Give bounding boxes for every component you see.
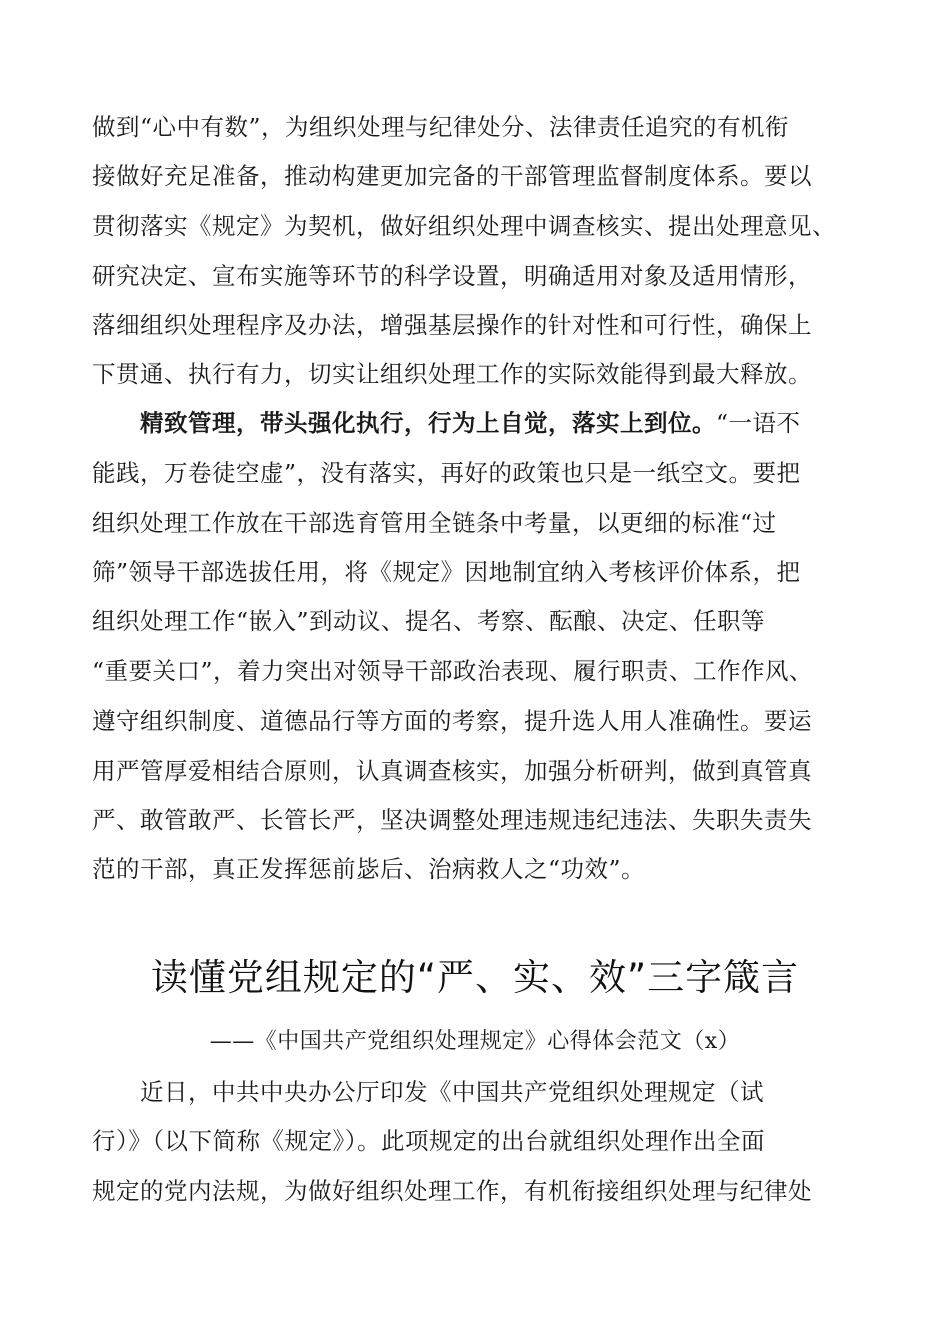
paragraph2-line: 组织处理工作放在干部选育管用全链条中考量，以更细的标准“过 [92, 509, 777, 537]
paragraph3-line: 近日，中共中央办公厅印发《中国共产党组织处理规定（试 [140, 1078, 764, 1106]
paragraph2-line: 用严管厚爱相结合原则，认真调查核实，加强分析研判，做到真管真 [92, 757, 812, 785]
paragraph1-line: 贯彻落实《规定》为契机，做好组织处理中调查核实、提出处理意见、 [92, 212, 836, 240]
paragraph3-line: 行）》（以下简称《规定》）。此项规定的出台就组织处理作出全面 [92, 1127, 765, 1155]
paragraph1-line: 研究决定、宣布实施等环节的科学设置，明确适用对象及适用情形， [92, 262, 812, 290]
article-subtitle: ——《中国共产党组织处理规定》心得体会范文（x） [209, 1029, 741, 1054]
paragraph2-line: 严、敢管敢严、长管长严，坚决调整处理违规违纪违法、失职失责失 [92, 806, 812, 834]
paragraph3-line: 规定的党内法规，为做好组织处理工作，有机衔接组织处理与纪律处 [92, 1177, 812, 1205]
paragraph2-line: “重要关口”，着力突出对领导干部政治表现、履行职责、工作作风、 [92, 657, 814, 685]
article-title: 读懂党组规定的“严、实、效”三字箴言 [150, 956, 800, 999]
paragraph2-line: 遵守组织制度、道德品行等方面的考察，提升选人用人准确性。要运 [92, 707, 812, 735]
paragraph2-first-line-rest: “一语不 [716, 409, 801, 437]
paragraph2-line: 范的干部，真正发挥惩前毖后、治病救人之“功效”。 [92, 855, 646, 883]
paragraph2-line: 筛”领导干部选拔任用，将《规定》因地制宜纳入考核评价体系，把 [92, 558, 801, 586]
paragraph2-line: 能践，万卷徒空虚”，没有落实，再好的政策也只是一纸空文。要把 [92, 459, 801, 487]
paragraph2-first-line [140, 408, 930, 438]
paragraph1-line: 做到“心中有数”，为组织处理与纪律处分、法律责任追究的有机衔 [92, 113, 790, 141]
paragraph1-line: 下贯通、执行有力，切实让组织处理工作的实际效能得到最大释放。 [92, 360, 812, 388]
paragraph2-line: 组织处理工作“嵌入”到动议、提名、考察、酝酿、决定、任职等 [92, 607, 766, 635]
paragraph1-line: 落细组织处理程序及办法，增强基层操作的针对性和可行性，确保上 [92, 311, 812, 339]
paragraph2-heading: 精致管理，带头强化执行，行为上自觉，落实上到位。 [140, 409, 716, 437]
paragraph1-line: 接做好充足准备，推动构建更加完备的干部管理监督制度体系。要以 [92, 162, 812, 190]
